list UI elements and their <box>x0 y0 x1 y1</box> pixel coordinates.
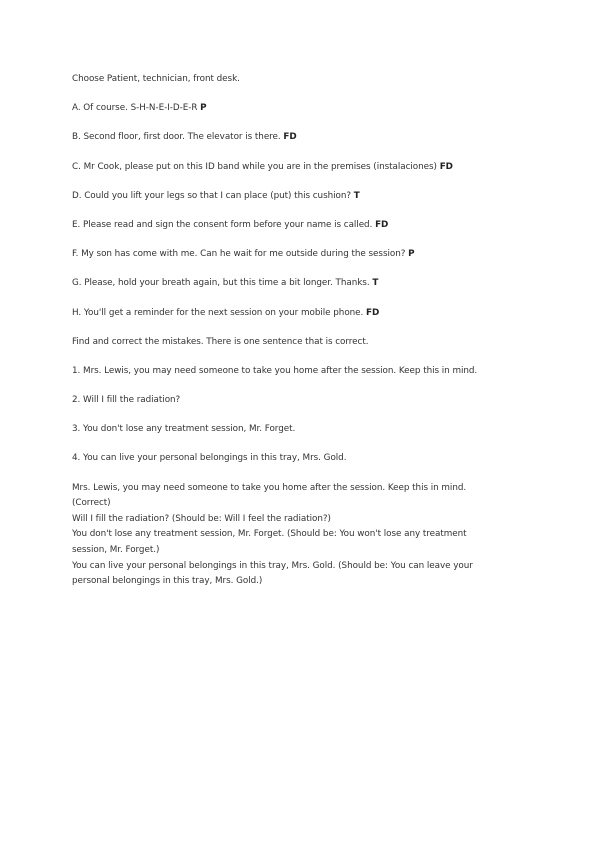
mistake-1: 1. Mrs. Lewis, you may need someone to take you home after the session. Keep this in mind. <box>72 365 478 376</box>
item-e <box>72 218 527 233</box>
answer-line: You can live your personal belongings in this tray, Mrs. Gold. (Should be: You can leave your <box>72 560 473 571</box>
item-tag: T <box>372 278 379 289</box>
item-f <box>72 247 527 262</box>
item-text: B. Second floor, first door. The elevator is there. <box>72 132 284 143</box>
answer-line: Will I fill the radiation? (Should be: Will I feel the radiation?) <box>72 513 331 524</box>
answer-line: personal belongings in this tray, Mrs. Gold.) <box>72 576 263 587</box>
mistake-4: 4. You can live your personal belongings in this tray, Mrs. Gold. <box>72 453 347 464</box>
item-a <box>72 101 527 116</box>
correct-instruction: Find and correct the mistakes. There is one sentence that is correct. <box>72 336 369 347</box>
item-tag: P <box>200 103 207 114</box>
item-tag: FD <box>375 219 389 230</box>
item-h <box>72 306 527 321</box>
item-text: D. Could you lift your legs so that I can place (put) this cushion? <box>72 190 354 201</box>
item-text: A. Of course. S-H-N-E-I-D-E-R <box>72 103 201 114</box>
item-text: H. You'll get a reminder for the next session on your mobile phone. <box>72 307 367 318</box>
item-tag: FD <box>439 161 453 172</box>
choose-instruction: Choose Patient, technician, front desk. <box>72 74 240 84</box>
document-content <box>72 72 527 590</box>
item-g <box>72 276 527 291</box>
item-text: F. My son has come with me. Can he wait for me outside during the session? <box>72 249 409 260</box>
item-text: C. Mr Cook, please put on this ID band while you are in the premises (instalaciones) <box>72 161 440 172</box>
answer-line: You don't lose any treatment session, Mr. Forget. (Should be: You won't lose any treatment <box>72 529 467 540</box>
item-b <box>72 130 527 145</box>
mistake-2: 2. Will I fill the radiation? <box>72 395 181 406</box>
item-d <box>72 189 527 204</box>
mistake-3: 3. You don't lose any treatment session, Mr. Forget. <box>72 424 296 435</box>
answer-line: (Correct) <box>72 498 111 509</box>
answers-block <box>72 481 527 590</box>
item-tag: FD <box>366 307 380 318</box>
answer-line: session, Mr. Forget.) <box>72 545 160 555</box>
item-tag: P <box>408 249 415 260</box>
item-text: E. Please read and sign the consent form before your name is called. <box>72 219 376 230</box>
item-tag: FD <box>283 132 297 143</box>
answer-line: Mrs. Lewis, you may need someone to take you home after the session. Keep this in mind. <box>72 482 467 493</box>
item-c <box>72 160 527 175</box>
item-text: G. Please, hold your breath again, but this time a bit longer. Thanks. <box>72 278 373 289</box>
item-tag: T <box>353 190 360 201</box>
